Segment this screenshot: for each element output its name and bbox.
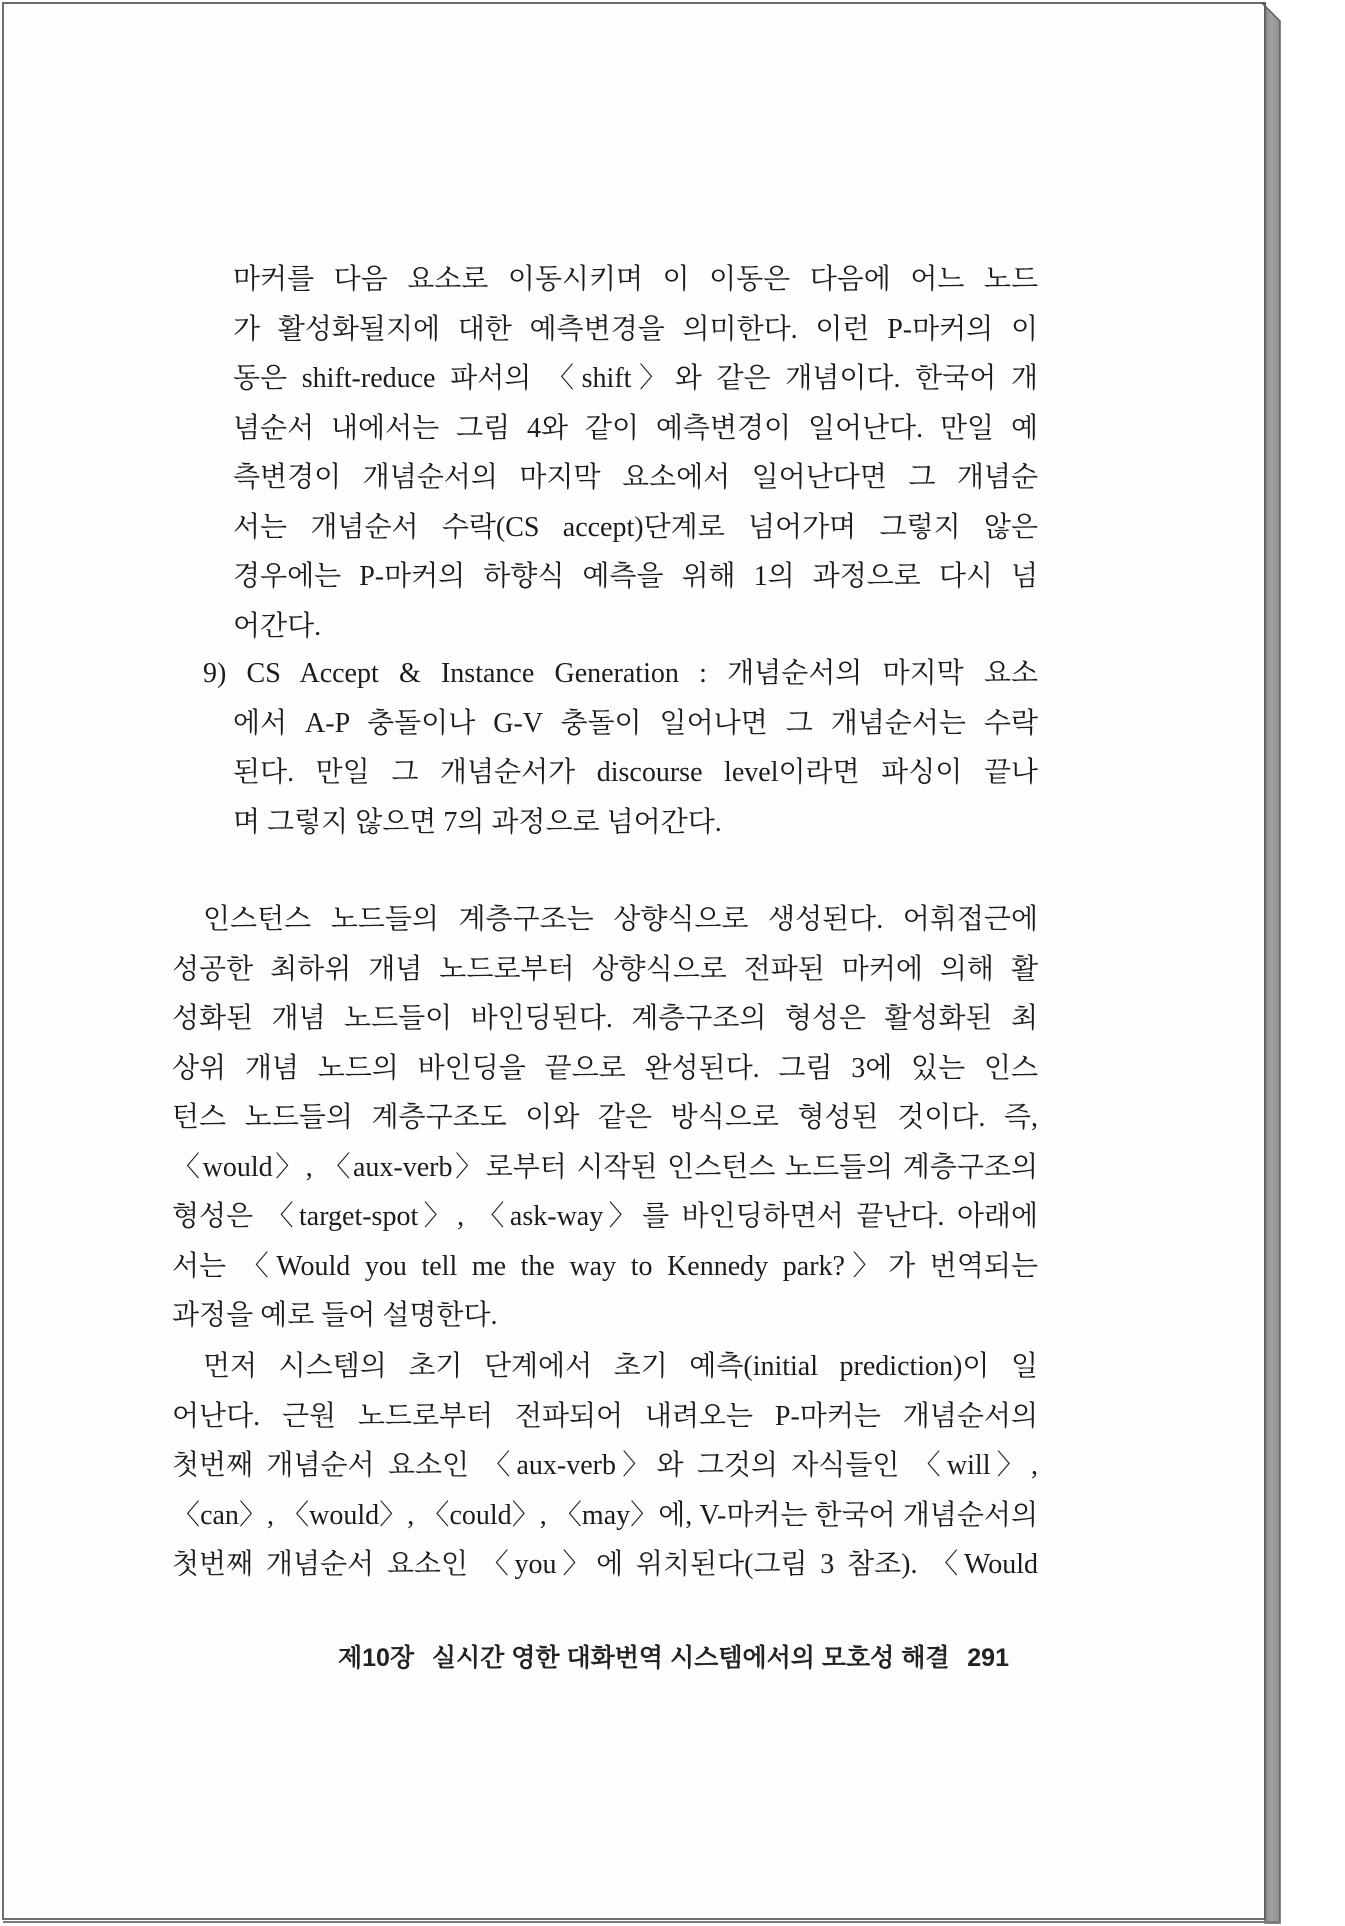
text-line: 상위 개념 노드의 바인딩을 끝으로 완성된다. 그림 3에 있는 인스 <box>172 1052 1038 1084</box>
text-line: 〈can〉, 〈would〉, 〈could〉, 〈may〉에, V-마커는 한국어 개념순서의 <box>172 1499 1038 1531</box>
paragraph-continuation <box>233 255 1038 651</box>
paragraph <box>172 1342 1038 1590</box>
text-line: 인스턴스 노드들의 계층구조는 상향식으로 생성된다. 어휘접근에 <box>203 904 1038 935</box>
text-line: 〈would〉, 〈aux-verb〉로부터 시작된 인스턴스 노드들의 계층구조의 <box>172 1151 1038 1183</box>
numbered-item <box>203 649 1038 847</box>
text-line: 동은 shift-reduce 파서의 〈shift〉와 같은 개념이다. 한국어 개 <box>233 363 1038 394</box>
text-line: 성화된 개념 노드들이 바인딩된다. 계층구조의 형성은 활성화된 최 <box>172 1003 1038 1034</box>
text-line: 념순서 내에서는 그림 4와 같이 예측변경이 일어난다. 만일 예 <box>233 412 1038 444</box>
text-line: 마커를 다음 요소로 이동시키며 이 이동은 다음에 어느 노드 <box>233 264 1038 295</box>
text-line: 첫번째 개념순서 요소인 〈aux-verb〉와 그것의 자식들인 〈will〉, <box>172 1450 1038 1481</box>
chapter-title: 실시간 영한 대화번역 시스템에서의 모호성 해결 <box>431 1644 950 1672</box>
text-line: 에서 A-P 충돌이나 G-V 충돌이 일어나면 그 개념순서는 수락 <box>233 707 1038 739</box>
text-line: 며 그렇지 않으면 7의 과정으로 넘어간다. <box>233 806 722 838</box>
item-number: 9) <box>203 658 227 689</box>
text-line: 서는 개념순서 수락(CS accept)단계로 넘어가며 그렇지 않은 <box>233 511 1038 543</box>
chapter-label: 제10장 <box>338 1644 415 1672</box>
text-line: 서는 〈Would you tell me the way to Kennedy park?〉가 번역되는 <box>172 1250 1038 1282</box>
page-number: 291 <box>967 1644 1009 1672</box>
text-line: 어난다. 근원 노드로부터 전파되어 내려오는 P-마커는 개념순서의 <box>172 1400 1038 1432</box>
text-line: 가 활성화될지에 대한 예측변경을 의미한다. 이런 P-마커의 이 <box>233 313 1038 345</box>
text-line: 된다. 만일 그 개념순서가 discourse level이라면 파싱이 끝나 <box>233 757 1038 788</box>
text-line: 첫번째 개념순서 요소인 〈you〉에 위치된다(그림 3 참조). 〈Would <box>172 1549 1038 1580</box>
text-line: 턴스 노드들의 계층구조도 이와 같은 방식으로 형성된 것이다. 즉, <box>172 1102 1038 1133</box>
text-line <box>203 649 1038 699</box>
text-line: 과정을 예로 들어 설명한다. <box>172 1300 498 1331</box>
paragraph <box>172 895 1038 1341</box>
item-text: CS Accept & Instance Generation : 개념순서의 마지막 요소 <box>246 658 1038 689</box>
text-line: 성공한 최하위 개념 노드로부터 상향식으로 전파된 마커에 의해 활 <box>172 953 1038 985</box>
text-line: 형성은 〈target-spot〉, 〈ask-way〉를 바인딩하면서 끝난다. 아래에 <box>172 1201 1038 1232</box>
text-line: 측변경이 개념순서의 마지막 요소에서 일어난다면 그 개념순 <box>233 462 1038 493</box>
text-line: 경우에는 P-마커의 하향식 예측을 위해 1의 과정으로 다시 넘 <box>233 561 1038 592</box>
text-line: 어간다. <box>233 610 322 642</box>
running-footer <box>338 1638 1009 1678</box>
page-edge-shadow <box>1262 3 1280 1923</box>
text-line: 먼저 시스템의 초기 단계에서 초기 예측(initial prediction)이 일 <box>203 1351 1038 1382</box>
